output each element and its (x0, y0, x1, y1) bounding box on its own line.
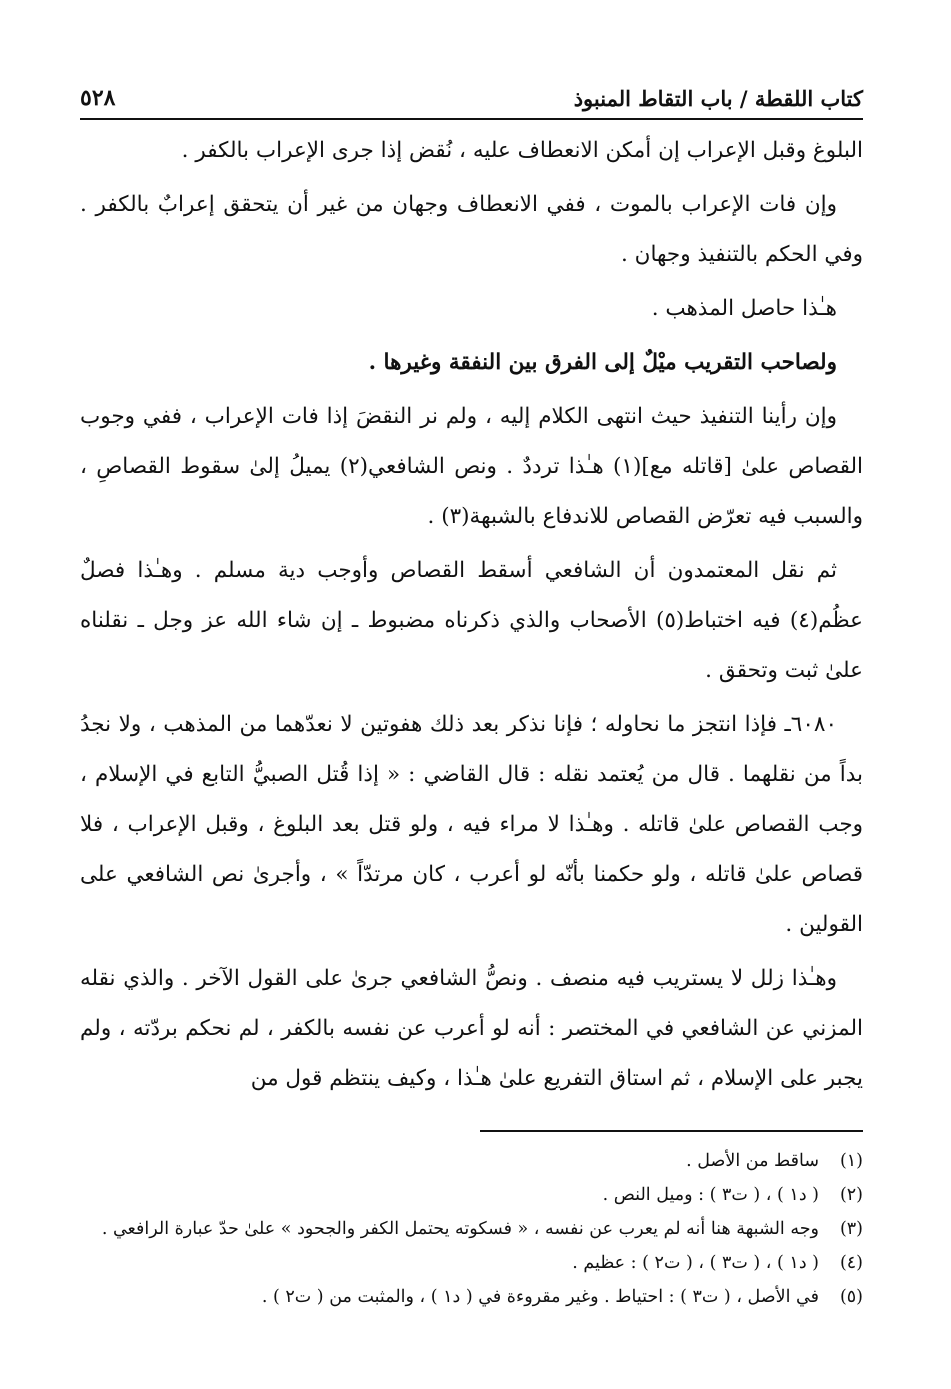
running-header (80, 78, 863, 120)
chapter-title: كتاب اللقطة / باب التقاط المنبوذ (573, 85, 863, 111)
footnote (80, 1144, 863, 1178)
paragraph-4: ولصاحب التقريب ميْلٌ إلى الفرق بين النفقة وغيرها . (368, 350, 837, 375)
footnote-text: ( د١ ) ، ( ت٣ ) : وميل النص . (602, 1185, 819, 1205)
footnote (80, 1178, 863, 1212)
footnote-text: ساقط من الأصل . (686, 1151, 819, 1171)
footnote (80, 1280, 863, 1314)
book-page (80, 78, 863, 1314)
paragraph-7: ٦٠٨٠ـ فإذا انتجز ما نحاوله ؛ فإنا نذكر بعد ذلك هفوتين لا نعدّهما من المذهب ، ولا نجدُ بداً من نقلهما . قال من يُعتمد نقله : قال القاضي : « إذا قُتل الصبيُّ التابع في الإسلام ، وجب القصاص علىٰ قاتله . وهـٰذا لا مراء فيه ، ولو قتل بعد البلوغ ، وقبل الإعراب ، فلا قصاص علىٰ قاتله ، ولو حكمنا بأنّه لو أعرب ، كان مرتدّاً » ، وأجرىٰ نص الشافعي على القولين . (80, 712, 863, 937)
paragraph-2: وإن فات الإعراب بالموت ، ففي الانعطاف وجهان من غير أن يتحقق إعرابٌ بالكفر . وفي الحكم بالتنفيذ وجهان . (80, 192, 863, 267)
footnote-number: (٤) (839, 1253, 863, 1273)
paragraph-8: وهـٰذا زلل لا يستريب فيه منصف . ونصُّ الشافعي جرىٰ على القول الآخر . والذي نقله المزني عن الشافعي في المختصر : أنه لو أعرب عن نفسه بالكفر ، لم نحكم بردّته ، ولم يجبر على الإسلام ، ثم استاق التفريع علىٰ هـٰذا ، وكيف ينتظم قول من (80, 966, 863, 1091)
footnote-separator (480, 1130, 863, 1132)
page-number: ٥٢٨ (80, 85, 116, 111)
footnote-number: (٣) (839, 1219, 863, 1239)
footnote-text: ( د١ ) ، ( ت٣ ) ، ( ت٢ ) : عظيم . (572, 1253, 819, 1273)
footnote-number: (١) (839, 1151, 863, 1171)
paragraph-3: هـٰذا حاصل المذهب . (651, 296, 837, 321)
footnotes (80, 1144, 863, 1314)
footnote-text: وجه الشبهة هنا أنه لم يعرب عن نفسه ، « فسكوته يحتمل الكفر والجحود » علىٰ حدّ عبارة الرافعي . (101, 1219, 819, 1239)
footnote (80, 1246, 863, 1280)
main-text (80, 126, 863, 1104)
paragraph-5: وإن رأينا التنفيذ حيث انتهى الكلام إليه ، ولم نر النقضَ إذا فات الإعراب ، ففي وجوب القصاص علىٰ [قاتله مع](١) هـٰذا ترددٌ . ونص الشافعي(٢) يميلُ إلىٰ سقوط القصاصِ ، والسبب فيه تعرّض القصاص للاندفاع بالشبهة(٣) . (80, 404, 863, 529)
footnote-text: في الأصل ، ( ت٣ ) : احتياط . وغير مقروءة في ( د١ ) ، والمثبت من ( ت٢ ) . (261, 1287, 819, 1307)
paragraph-1: البلوغ وقبل الإعراب إن أمكن الانعطاف عليه ، نُقض إذا جرى الإعراب بالكفر . (181, 138, 863, 163)
footnote-number: (٥) (839, 1287, 863, 1307)
paragraph-6: ثم نقل المعتمدون أن الشافعي أسقط القصاص وأوجب دية مسلم . وهـٰذا فصلٌ عظُم(٤) فيه اختباط(٥) الأصحاب والذي ذكرناه مضبوط ـ إن شاء الله عز وجل ـ نقلناه علىٰ ثبت وتحقق . (80, 558, 863, 683)
footnote (80, 1212, 863, 1246)
footnote-number: (٢) (839, 1185, 863, 1205)
